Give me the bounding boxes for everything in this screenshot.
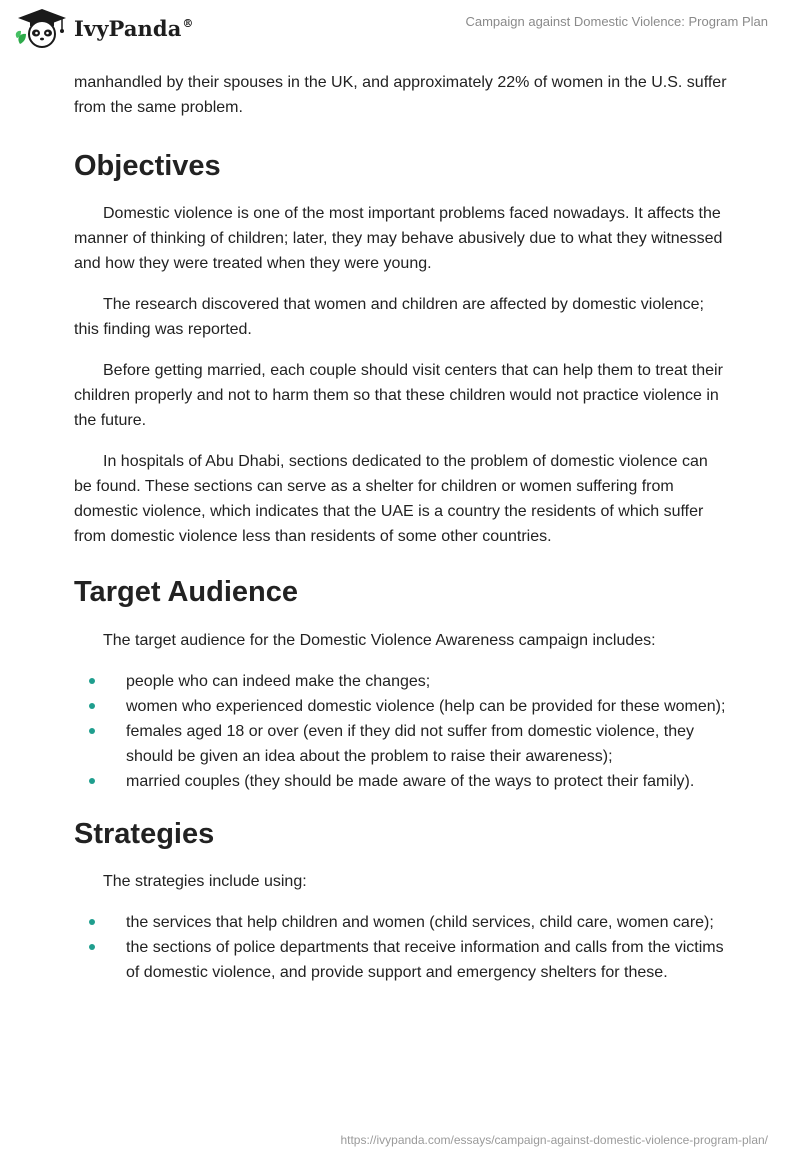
ivypanda-logo[interactable] [14, 8, 194, 48]
paragraph: Domestic violence is one of the most important problems faced nowadays. It affects the manner of thinking of children; later, they may behave abusively due to what they witnessed and how they were treated when they were young. [74, 205, 723, 272]
target-audience-heading: Target Audience [74, 576, 298, 608]
list-item: the sections of police departments that receive information and calls from the victims of domestic violence, and provide support and emergency shelters for these. [0, 935, 728, 985]
document-title: Campaign against Domestic Violence: Program Plan [465, 14, 768, 29]
source-url[interactable]: https://ivypanda.com/essays/campaign-against-domestic-violence-program-plan/ [340, 1133, 768, 1147]
objectives-heading: Objectives [74, 150, 221, 182]
brand-name: IvyPanda® [74, 15, 194, 41]
list-item: the services that help children and women (child services, child care, women care); [0, 910, 728, 935]
bullet-icon [89, 678, 95, 684]
bullet-icon [89, 778, 95, 784]
bullet-icon [89, 919, 95, 925]
list-item: females aged 18 or over (even if they did not suffer from domestic violence, they should be given an idea about the problem to raise their awareness); [0, 719, 728, 769]
bullet-icon [89, 703, 95, 709]
bullet-icon [89, 728, 95, 734]
paragraph: Before getting married, each couple should visit centers that can help them to treat their children properly and not to harm them so that these children would not practice violence in the future. [74, 362, 723, 429]
list-item: women who experienced domestic violence (help can be provided for these women); [0, 694, 728, 719]
audience-list [74, 669, 728, 794]
list-item: married couples (they should be made aware of the ways to protect their family). [0, 769, 728, 794]
essay-content [74, 70, 728, 985]
page-header [0, 0, 800, 68]
paragraph: In hospitals of Abu Dhabi, sections dedicated to the problem of domestic violence can be found. These sections can serve as a shelter for children or women suffering from domestic violence, which indicates that the UAE is a country the residents of which suffer from domestic violence less than residents of some other countries. [74, 453, 708, 545]
intro-paragraph: manhandled by their spouses in the UK, and approximately 22% of women in the U.S. suffer from the same problem. [74, 74, 727, 116]
panda-graduate-icon [14, 8, 70, 48]
strategies-list [74, 910, 728, 985]
audience-intro: The target audience for the Domestic Violence Awareness campaign includes: [103, 632, 656, 649]
strategies-intro: The strategies include using: [103, 873, 307, 890]
list-item: people who can indeed make the changes; [0, 669, 728, 694]
paragraph: The research discovered that women and children are affected by domestic violence; this finding was reported. [74, 296, 704, 338]
bullet-icon [89, 944, 95, 950]
strategies-heading: Strategies [74, 818, 215, 850]
